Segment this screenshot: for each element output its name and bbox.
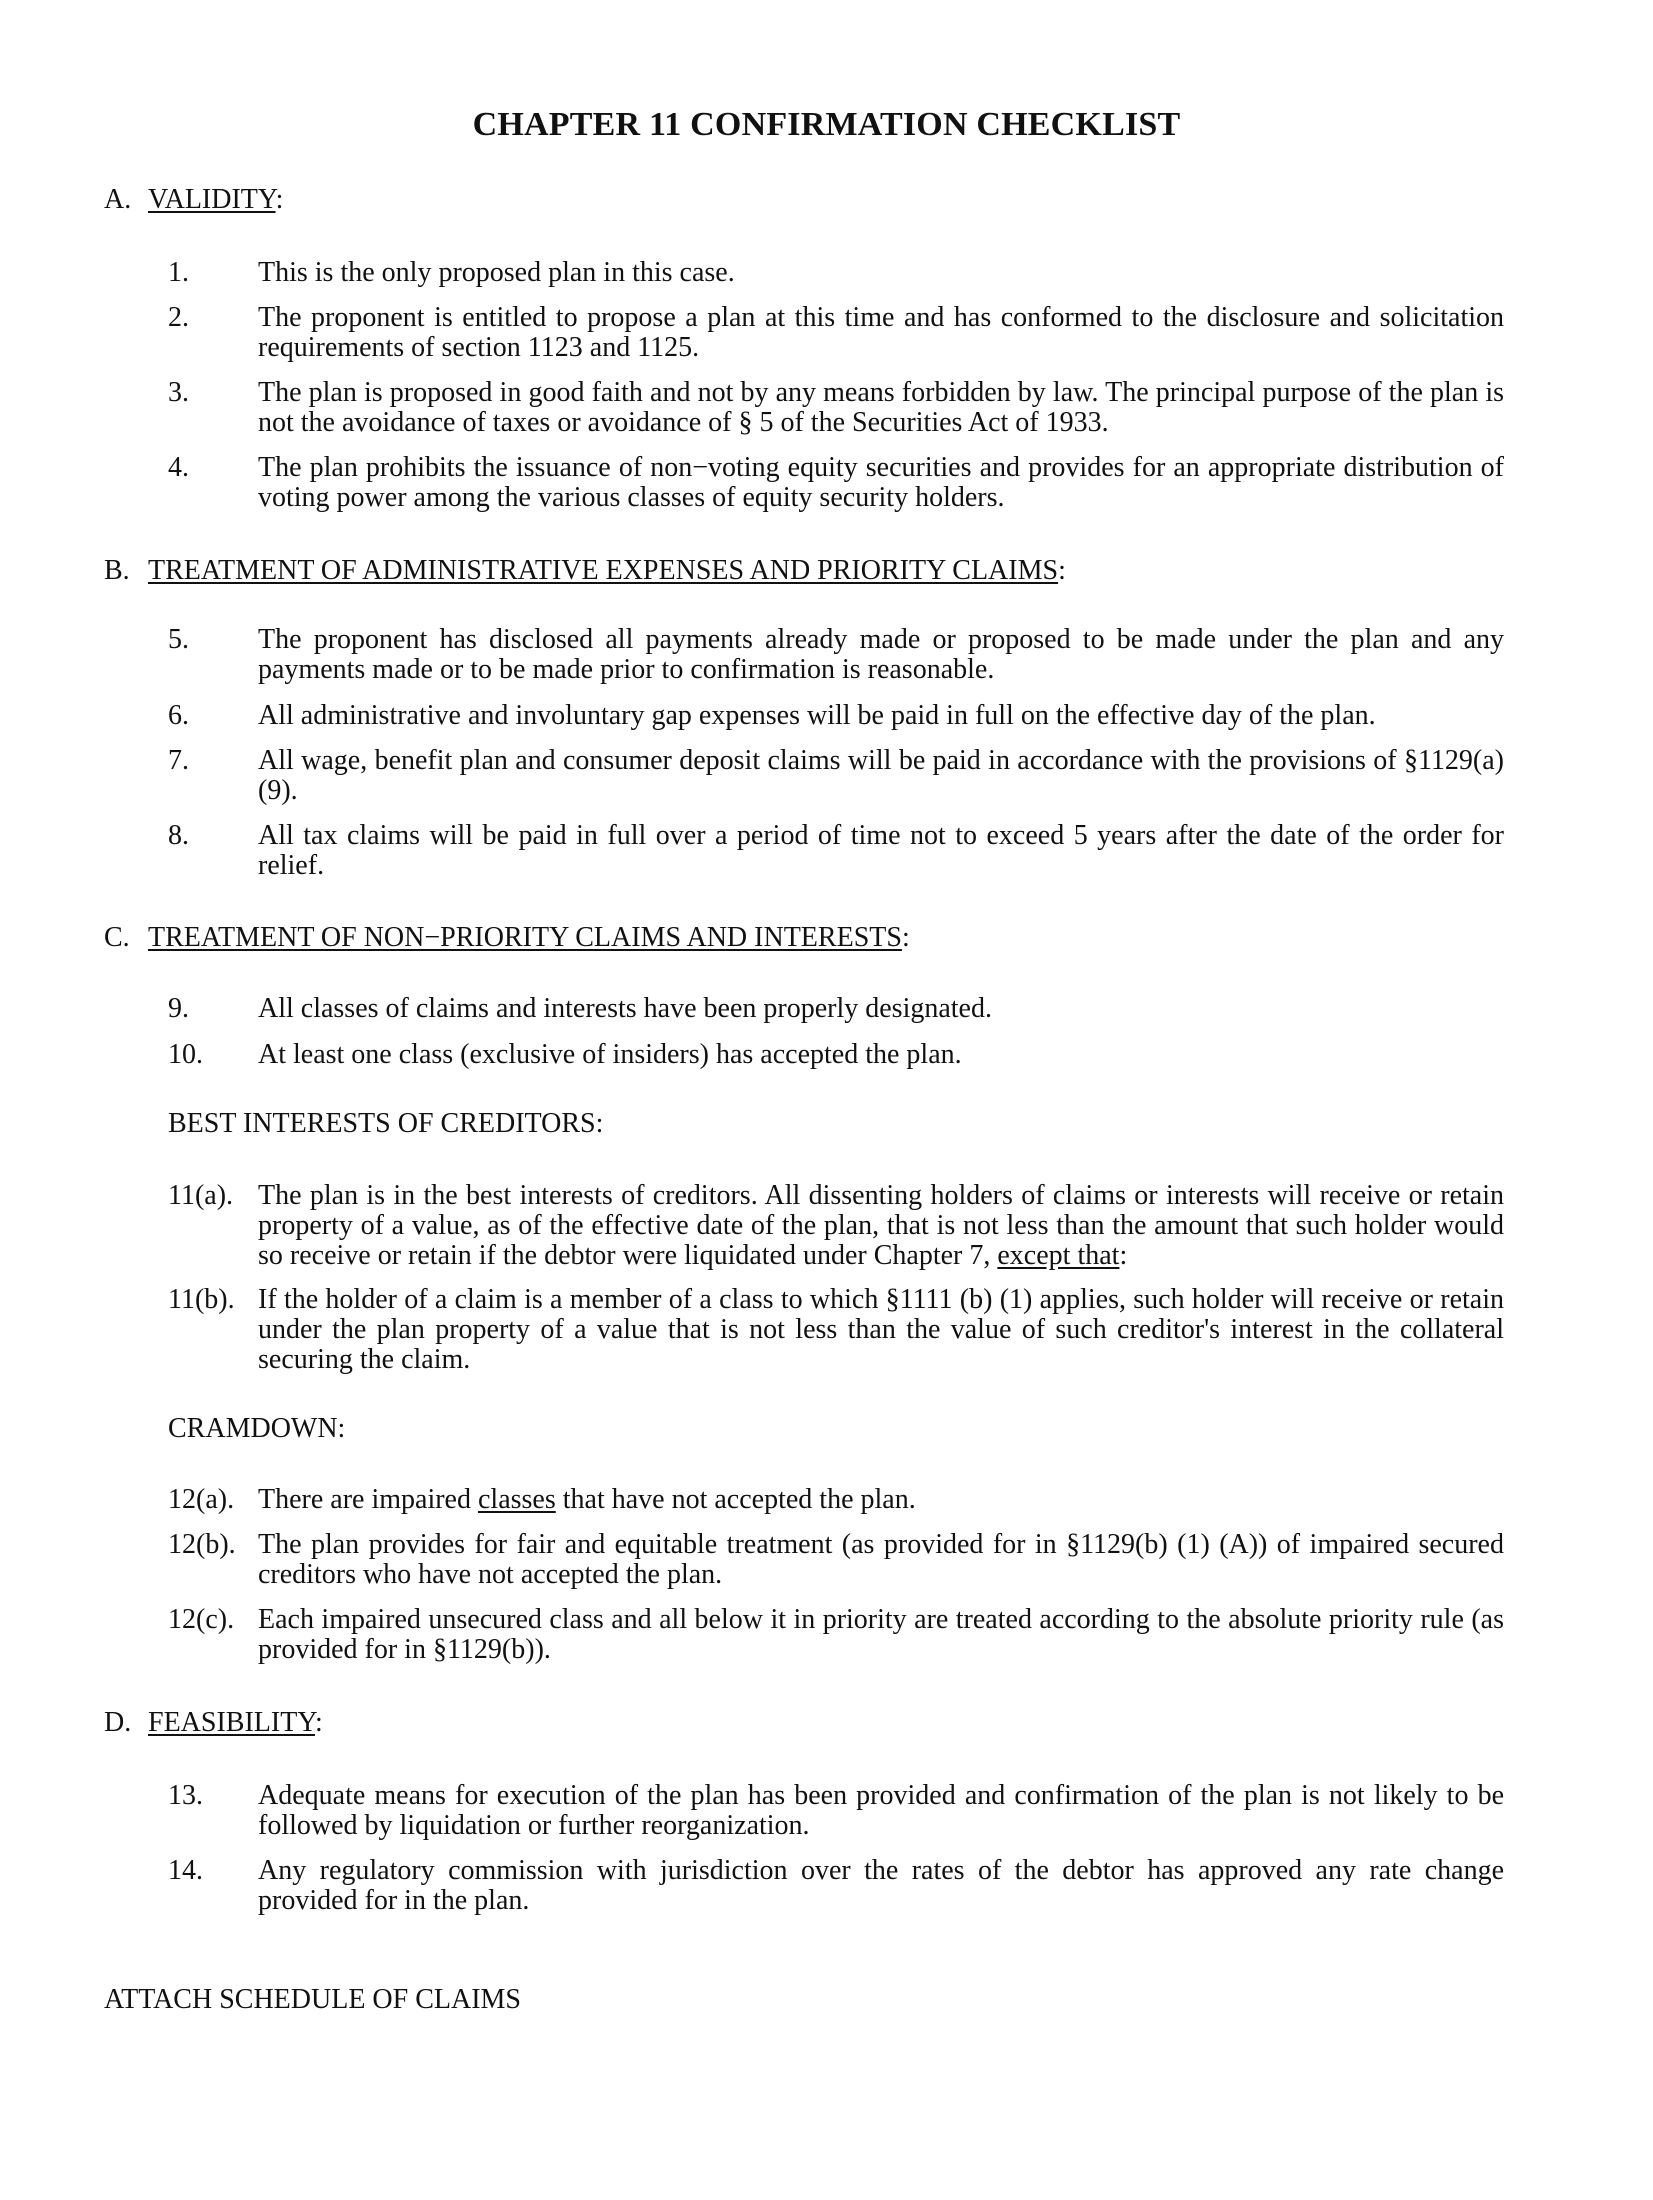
item-text: All administrative and involuntary gap expenses will be paid in full on the effective day of the plan.: [258, 700, 1376, 731]
item-text-pre: There are impaired: [258, 1484, 478, 1515]
item-text: Adequate means for execution of the plan has been provided and confirmation of the plan is not likely to be followed by liquidation or further reorganization.: [258, 1780, 1504, 1841]
item-text: The plan prohibits the issuance of non−voting equity securities and provides for an appropriate distribution of voting power among the various classes of equity security holders.: [258, 452, 1504, 513]
item-number: 11(a).: [168, 1180, 234, 1211]
item-number: 1.: [168, 257, 189, 288]
item-number: 14.: [168, 1855, 203, 1886]
item-text: All tax claims will be paid in full over a period of time not to exceed 5 years after the date of the order for relief.: [258, 820, 1504, 881]
item-text: All wage, benefit plan and consumer deposit claims will be paid in accordance with the provisions of §1129(a) (9).: [258, 745, 1504, 806]
item-number: 11(b).: [168, 1284, 235, 1315]
item-number: 12(c).: [168, 1604, 235, 1635]
section-c-heading: [104, 922, 910, 954]
item-text-post: that have not accepted the plan.: [555, 1484, 916, 1515]
item-number: 10.: [168, 1039, 203, 1070]
section-colon: :: [314, 1707, 323, 1738]
section-title: TREATMENT OF ADMINISTRATIVE EXPENSES AND PRIORITY CLAIMS: [148, 555, 1059, 586]
item-number: 7.: [168, 745, 189, 776]
item-text: Any regulatory commission with jurisdiction over the rates of the debtor has approved any rate change provided for in the plan.: [258, 1855, 1504, 1916]
page-title: CHAPTER 11 CONFIRMATION CHECKLIST: [472, 106, 1181, 143]
item-number: 13.: [168, 1780, 203, 1811]
item-text-underlined: classes: [477, 1484, 556, 1515]
section-letter: A.: [104, 184, 132, 215]
section-d-heading: [104, 1707, 323, 1739]
section-title: VALIDITY: [148, 184, 276, 215]
section-letter: C.: [104, 922, 130, 953]
item-number: 2.: [168, 302, 189, 333]
item-number: 12(b).: [168, 1529, 236, 1560]
section-letter: B.: [104, 555, 130, 586]
item-text-underlined: except that: [997, 1240, 1120, 1271]
item-text: [258, 1181, 1504, 1271]
item-number: 8.: [168, 820, 189, 851]
item-text: If the holder of a claim is a member of a class to which §1111 (b) (1) applies, such holder will receive or retain under the plan property of a value that is not less than the value of such creditor's interest in the collateral securing the claim.: [258, 1284, 1504, 1375]
item-number: 6.: [168, 700, 189, 731]
item-number: 4.: [168, 452, 189, 483]
item-number: 12(a).: [168, 1484, 235, 1515]
item-text: At least one class (exclusive of insiders) has accepted the plan.: [258, 1039, 962, 1070]
item-text: All classes of claims and interests have been properly designated.: [258, 993, 992, 1024]
item-text: The proponent is entitled to propose a plan at this time and has conformed to the disclosure and solicitation requirements of section 1123 and 1125.: [258, 302, 1504, 363]
item-text: [258, 1485, 1504, 1515]
section-letter: D.: [104, 1707, 132, 1738]
section-title: FEASIBILITY: [148, 1707, 315, 1738]
item-number: 3.: [168, 377, 189, 408]
section-a-heading: [104, 184, 283, 216]
item-text: The plan provides for fair and equitable treatment (as provided for in §1129(b) (1) (A)) of impaired secured creditors who have not accepted the plan.: [258, 1529, 1504, 1590]
item-text: The plan is proposed in good faith and not by any means forbidden by law. The principal purpose of the plan is not the avoidance of taxes or avoidance of § 5 of the Securities Act of 1933.: [258, 377, 1504, 438]
cramdown-subheading: CRAMDOWN:: [168, 1413, 346, 1444]
section-colon: :: [901, 922, 910, 953]
section-colon: :: [1058, 555, 1066, 586]
attach-schedule-note: ATTACH SCHEDULE OF CLAIMS: [104, 1984, 522, 2015]
best-interests-subheading: BEST INTERESTS OF CREDITORS:: [168, 1108, 604, 1139]
item-text-body: The plan is in the best interests of creditors. All dissenting holders of claims or interests will receive or retain property of a value, as of the effective date of the plan, that is not less than the amount that such holder would so receive or retain if the debtor were liquidated under Chapter 7,: [258, 1180, 1504, 1271]
section-b-heading: [104, 555, 1066, 587]
item-number: 9.: [168, 993, 189, 1024]
item-number: 5.: [168, 624, 189, 655]
item-text-tail: :: [1119, 1240, 1128, 1271]
section-title: TREATMENT OF NON−PRIORITY CLAIMS AND INTERESTS: [148, 922, 902, 953]
item-text: Each impaired unsecured class and all below it in priority are treated according to the absolute priority rule (as provided for in §1129(b)).: [258, 1604, 1504, 1665]
section-colon: :: [275, 184, 284, 215]
item-text: This is the only proposed plan in this case.: [258, 257, 735, 288]
item-text: The proponent has disclosed all payments already made or proposed to be made under the plan and any payments made or to be made prior to confirmation is reasonable.: [258, 624, 1504, 685]
